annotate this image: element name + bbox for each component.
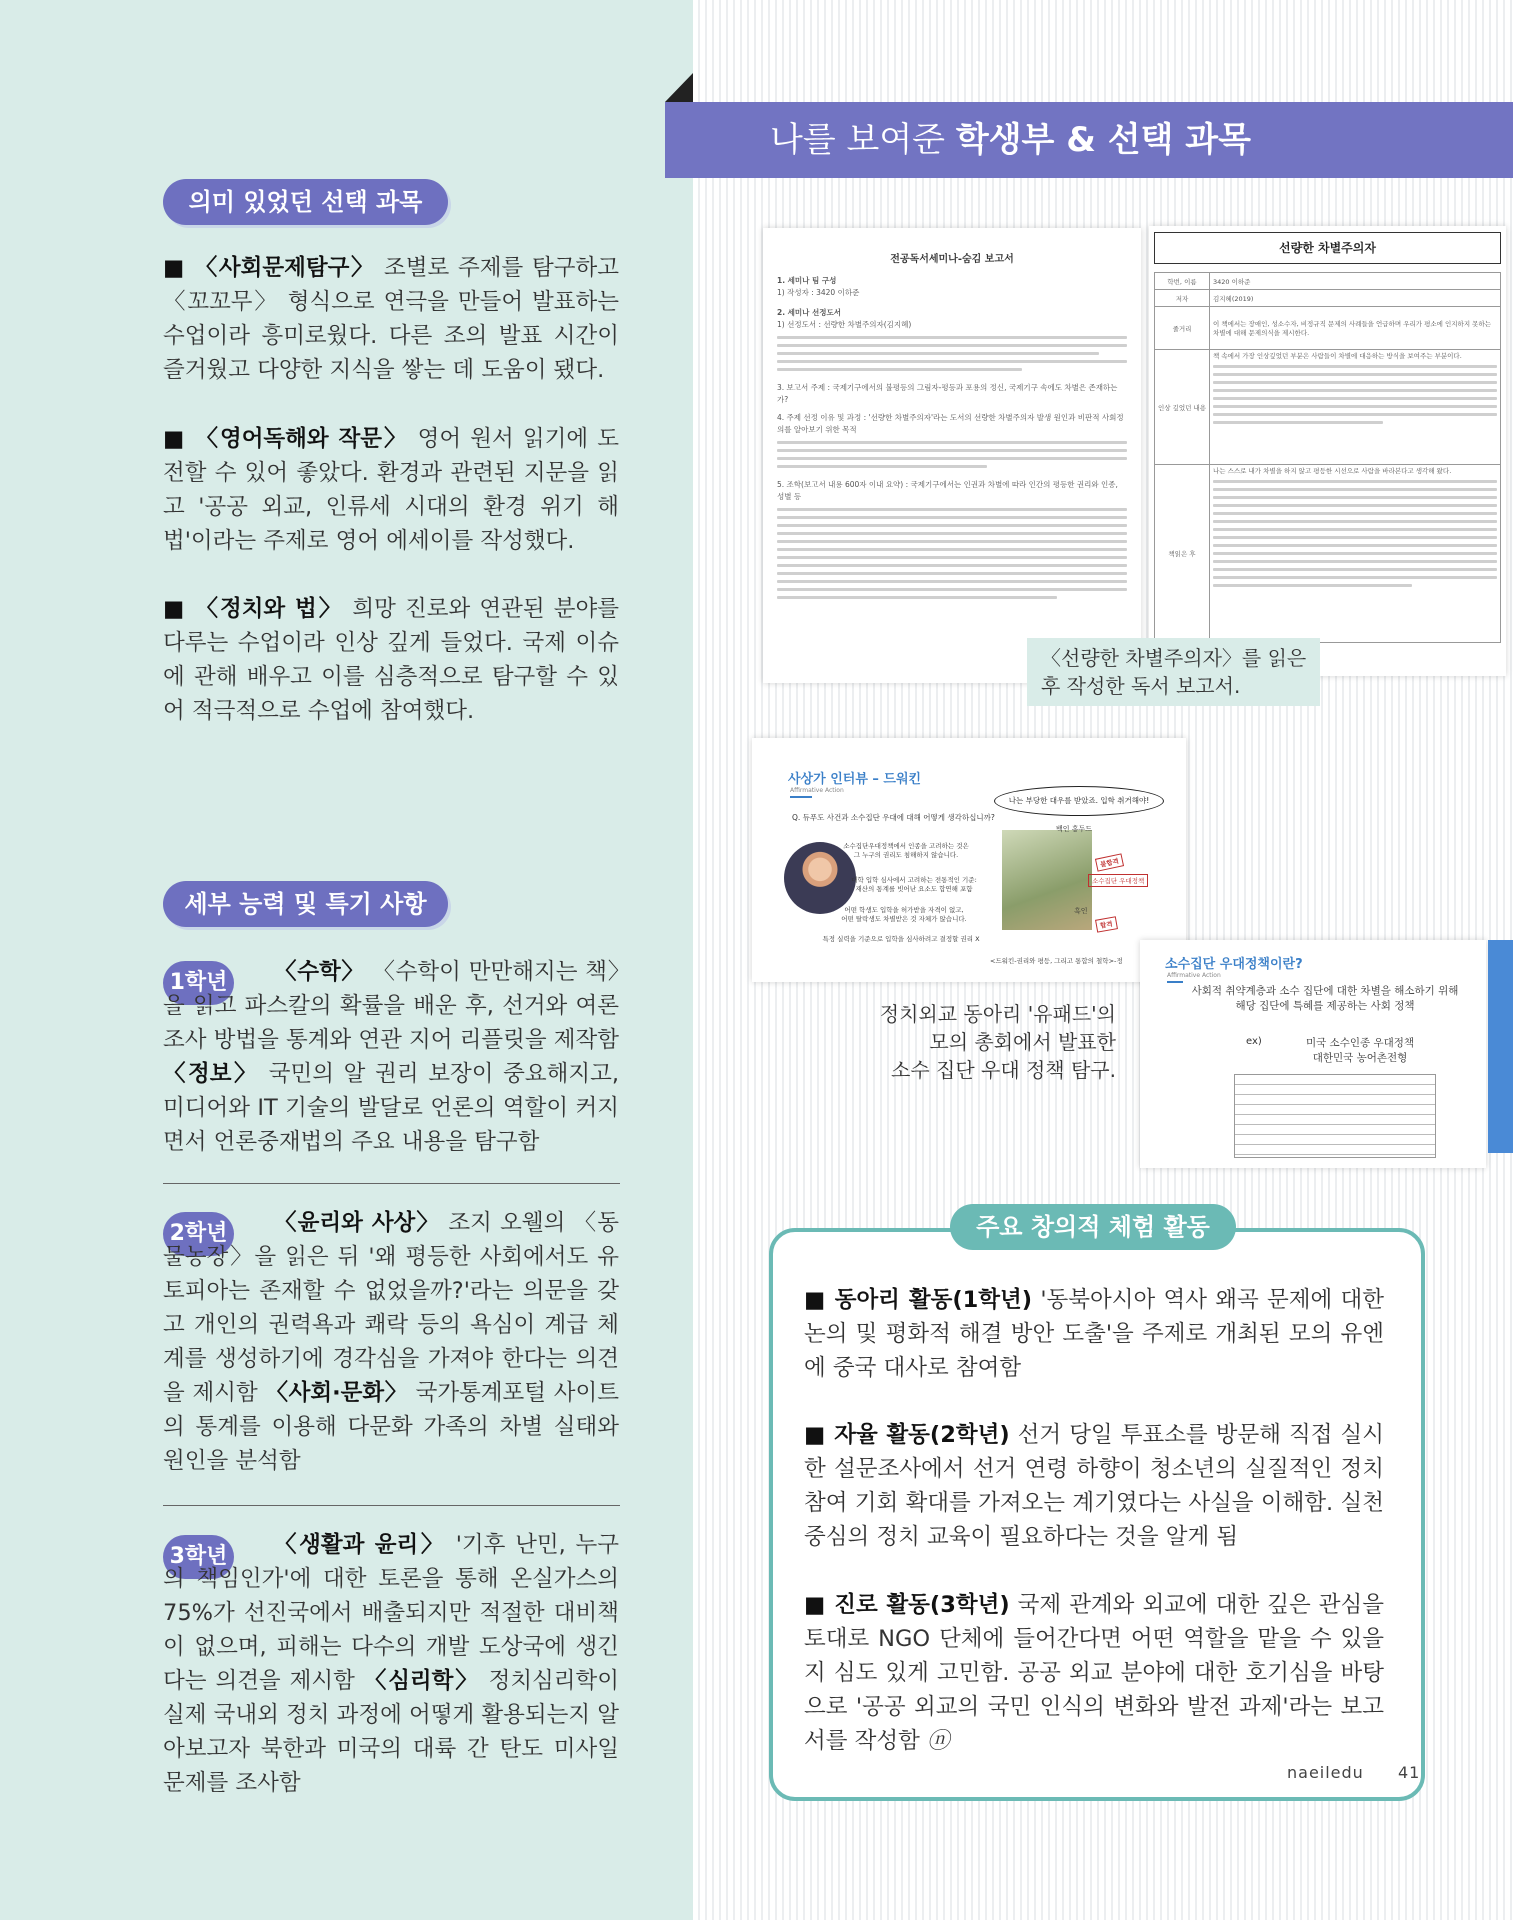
report-line: 2. 세미나 선정도서 xyxy=(777,308,842,317)
report-line: 1. 세미나 팀 구성 xyxy=(777,276,837,285)
cartoon-label: 소수집단 우대정책 xyxy=(1088,874,1148,887)
section-title-activities: 주요 창의적 체험 활동 xyxy=(950,1204,1236,1250)
interview-answer: 대학 입학 심사에서 고려하는 전통적인 기준: 재산의 통계를 빗어난 요소도 합연해 포함 xyxy=(851,876,977,893)
book-review-title: 선량한 차별주의자 xyxy=(1154,232,1501,264)
policy-subtitle: Affirmative Action xyxy=(1167,972,1221,979)
table-cell: 책 속에서 가장 인상깊었던 부분은 사람들이 차별에 대응하는 방식을 보여주는 부분이다. xyxy=(1213,352,1462,360)
title-underline xyxy=(1167,981,1183,983)
interview-answer: 어떤 학생도 입학을 허가받을 자격이 없고, 어떤 탈락생도 차별받은 것 자체가 않습니다. xyxy=(841,906,967,923)
page-edge-tab xyxy=(1488,940,1513,1153)
policy-example: 미국 소수인종 우대정책 대한민국 농어촌전형 xyxy=(1305,1037,1415,1064)
grade-2-text: 〈윤리와 사상〉 조지 오웰의 〈동물농장〉을 읽은 뒤 '왜 평등한 사회에서도 유토피아는 존재할 수 없었을까?'라는 의문을 갖고 개인의 권력욕과 쾌락 등의 욕심이 계급 체계를 생성하기에 경각심을 가져야 한다는 의견을 제시함 〈사회·문화〉 국가통계포털 사이트의 통계를 이용해 다문화 가족의 차별 실태와 원인을 분석함 xyxy=(163,1210,619,1474)
table-cell: 책읽은 후 xyxy=(1155,465,1210,643)
cartoon-label: 백인 홍두드 xyxy=(1056,825,1093,833)
book-review-table xyxy=(1154,272,1501,643)
report-line: 5. 조학(보고서 내용 600자 이내 요약) : 국제기구에서는 인권과 차별에 따라 인간의 평등한 권리와 인종, 성별 등 xyxy=(777,480,1118,501)
divider xyxy=(163,1183,620,1184)
caption-line: 소수 집단 우대 정책 탐구. xyxy=(891,1058,1116,1082)
table-cell: 3420 이하준 xyxy=(1210,273,1501,290)
policy-title: 소수집단 우대정책이란? xyxy=(1165,957,1303,972)
grade-1-text: 〈수학〉 〈수학이 만만해지는 책〉을 읽고 파스칼의 확률을 배운 후, 선거와 여론조사 방법을 통계와 연관 지어 리플릿을 제작함 〈정보〉 국민의 알 권리 보장이 중요해지고, 미디어와 IT 기술의 발달로 언론의 역할이 커지면서 언론중재법의 주요 내용을 탐구함 xyxy=(163,959,619,1155)
reading-report-document xyxy=(763,228,1141,683)
header-corner xyxy=(665,73,693,102)
table-cell: 저자 xyxy=(1155,290,1210,307)
end-mark-icon: ⓝ xyxy=(926,1728,950,1754)
activity-item-career: ■ 진로 활동(3학년) 국제 관계와 외교에 대한 깊은 관심을 토대로 NGO 단체에 들어간다면 어떤 역할을 맡을 수 있을지 심도 있게 고민함. 공공 외교 분야에 대한 호기심을 바탕으로 '공공 외교의 국민 인식의 변화와 발전 과제'라는 보고서를 작성함 ⓝ xyxy=(804,1592,1384,1754)
table-cell: 나는 스스로 내가 차별을 하지 않고 평등한 시선으로 사람을 바라본다고 생각해 왔다. xyxy=(1213,467,1452,475)
interview-slide xyxy=(752,738,1186,982)
divider xyxy=(163,1505,620,1506)
cartoon-label: 흑인 xyxy=(1074,907,1088,915)
book-review-document xyxy=(1149,226,1506,676)
report-line: 1) 선정도서 : 선량한 차별주의자(김지혜) xyxy=(777,320,912,329)
grade-badge-2: 2학년 xyxy=(163,1212,234,1256)
slide-source: <드워킨-권리와 평등, 그리고 통합의 철학>-정 xyxy=(990,957,1123,965)
table-cell: 김지혜(2019) xyxy=(1210,290,1501,307)
footer-brand: naeiledu xyxy=(1287,1763,1364,1782)
report-line: 4. 주제 선정 이유 및 과정 : '선량한 차별주의자'라는 도서의 선량한 차별주의자 발생 원인과 비판적 사회정의를 알아보기 위한 목적 xyxy=(777,413,1124,434)
interview-question: Q. 듀푸도 사건과 소수집단 우대에 대해 어떻게 생각하십니까? xyxy=(792,813,995,822)
section-title-electives: 의미 있었던 선택 과목 xyxy=(163,179,448,225)
stamp-accepted: 합격 xyxy=(1095,916,1118,932)
grade-badge-1: 1학년 xyxy=(163,961,234,1005)
grade-3-text: 〈생활과 윤리〉 '기후 난민, 누구의 책임인가'에 대한 토론을 통해 온실가스의 75%가 선진국에서 배출되지만 적절한 대비책이 없으며, 피해는 다수의 개발 도상국에 생긴다는 의견을 제시함 〈심리학〉 정치심리학이 실제 국내외 정치 과정에 어떻게 활용되는지 알아보고자 북한과 미국의 대륙 간 탄도 미사일 문제를 조사함 xyxy=(163,1532,619,1796)
page-title: 나를 보여준 학생부 & 선택 과목 xyxy=(770,120,1251,160)
table-cell: 이 책에서는 장애인, 성소수자, 비정규직 문제의 사례들을 언급하며 우리가 평소에 인지하지 못하는 차별에 대해 문제의식을 제시한다. xyxy=(1210,307,1501,350)
policy-example-label: ex) xyxy=(1246,1036,1262,1047)
report-title: 전공독서세미나-숨김 보고서 xyxy=(890,254,1014,265)
report-line: 3. 보고서 주제 : 국제기구에서의 불평등의 그림자-평등과 포용의 정신, 국제기구 속에도 차별은 존재하는가? xyxy=(777,383,1118,404)
report-line: 1) 작성자 : 3420 이하준 xyxy=(777,288,860,297)
interview-answer: 특정 실력을 기준으로 입학을 심사하려고 결정할 권리 X xyxy=(822,935,980,943)
policy-description: 사회적 취약계층과 소수 집단에 대한 차별을 해소하기 위해 해당 집단에 특혜를 제공하는 사회 정책 xyxy=(1191,985,1459,1012)
activity-item-autonomous: ■ 자율 활동(2학년) 선거 당일 투표소를 방문해 직접 실시한 설문조사에서 선거 연령 하향이 청소년의 실질적인 정치 참여 기회 확대를 가져오는 계기였다는 사실을 이해함. 실천 중심의 정치 교육이 필요하다는 것을 알게 됨 xyxy=(804,1422,1384,1550)
table-cell: 인상 깊었던 내용 xyxy=(1155,350,1210,465)
elective-item-english: ■ 〈영어독해와 작문〉 영어 원서 읽기에 도전할 수 있어 좋았다. 환경과 관련된 지문을 읽고 '공공 외교, 인류세 시대의 환경 위기 해법'이라는 주제로 영어 에세이를 작성했다. xyxy=(163,426,620,554)
caption-line: 〈선량한 차별주의자〉를 읽은 xyxy=(1041,646,1307,670)
speech-bubble: 나는 부당한 대우를 받았죠. 입학 취거해야! xyxy=(994,786,1164,816)
activity-item-club: ■ 동아리 활동(1학년) '동북아시아 역사 왜곡 문제에 대한 논의 및 평화적 해결 방안 도출'을 주제로 개최된 모의 유엔에 중국 대사로 참여함 xyxy=(804,1287,1384,1381)
interview-answer: 소수집단우대정책에서 인종을 고려하는 것은 그 누구의 권리도 침해하지 않습니다. xyxy=(843,842,969,859)
title-underline xyxy=(790,796,812,798)
caption-line: 후 작성한 독서 보고서. xyxy=(1041,674,1241,698)
table-cell: 학번, 이름 xyxy=(1155,273,1210,290)
table-cell: 줄거리 xyxy=(1155,307,1210,350)
section-title-abilities: 세부 능력 및 특기 사항 xyxy=(163,881,448,927)
caption-line: 정치외교 동아리 '유패드'의 xyxy=(879,1002,1116,1026)
interview-subtitle: Affirmative Action xyxy=(790,787,844,794)
interview-title: 사상가 인터뷰 – 드워킨 xyxy=(788,772,922,787)
caption-reading-report xyxy=(1027,638,1320,706)
policy-slide xyxy=(1140,940,1486,1168)
stamp-rejected: 불합격 xyxy=(1095,853,1124,871)
caption-line: 모의 총회에서 발표한 xyxy=(929,1030,1116,1054)
grade-badge-3: 3학년 xyxy=(163,1535,234,1579)
page-number: 41 xyxy=(1398,1763,1421,1782)
elective-item-politics: ■ 〈정치와 법〉 희망 진로와 연관된 분야를 다루는 수업이라 인상 깊게 들었다. 국제 이슈에 관해 배우고 이를 심층적으로 탐구할 수 있어 적극적으로 수업에 참여했다. xyxy=(163,596,619,724)
caption-minority-policy xyxy=(866,1000,1116,1084)
elective-item-social: ■ 〈사회문제탐구〉 조별로 주제를 탐구하고 〈꼬꼬무〉 형식으로 연극을 만들어 발표하는 수업이라 흥미로웠다. 다른 조의 발표 시간이 즐거웠고 다양한 지식을 쌓는 데 도움이 됐다. xyxy=(163,255,619,383)
policy-table xyxy=(1234,1074,1436,1158)
